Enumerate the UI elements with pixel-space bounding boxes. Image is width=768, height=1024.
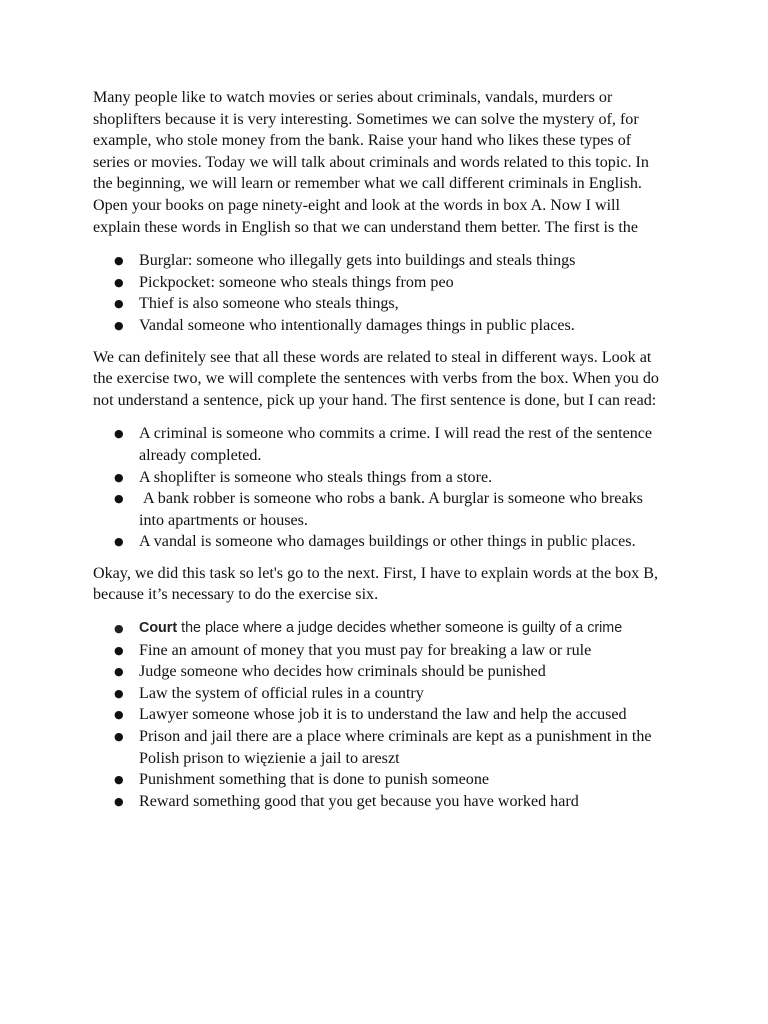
list-item	[93, 726, 668, 769]
criminals-list	[93, 250, 668, 336]
box-b-paragraph: Okay, we did this task so let's go to the next. First, I have to explain words at the box B, because it’s necessary to do the exercise six.	[93, 564, 659, 604]
list-item-text: Vandal someone who intentionally damages things in public places.	[139, 316, 575, 334]
bullet-icon: ●	[114, 470, 124, 484]
list-item	[93, 640, 668, 662]
intro-paragraph: Many people like to watch movies or series about criminals, vandals, murders or shoplifters because it is very interesting. Sometimes we can solve the mystery of, for example, who stole money from the bank. Raise your hand who likes these types of series or movies. Today we will talk about criminals and words related to this topic. In the beginning, we will learn or remember what we call different criminals in English. Open your books on page ninety-eight and look at the words in box A. Now I will explain these words in English so that we can understand them better. The first is the	[93, 89, 649, 236]
list-item-court	[93, 618, 668, 640]
list-item-text: A bank robber is someone who robs a bank. A burglar is someone who breaks into apartments or houses.	[139, 490, 647, 529]
bullet-icon: ●	[114, 622, 124, 636]
list-item	[93, 467, 668, 489]
bullet-icon: ●	[114, 708, 124, 722]
exercise-two-paragraph: We can definitely see that all these words are related to steal in different ways. Look at the exercise two, we will complete the sentences with verbs from the box. When you do not understand a sentence, pick up your hand. The first sentence is done, but I can read:	[93, 348, 659, 409]
list-item-text: Burglar: someone who illegally gets into buildings and steals things	[139, 252, 576, 270]
list-item-text: Law the system of official rules in a country	[139, 684, 424, 702]
list-item-text: A shoplifter is someone who steals things from a store.	[139, 468, 493, 486]
bullet-icon: ●	[114, 794, 124, 808]
bullet-icon: ●	[114, 427, 124, 441]
list-item	[93, 250, 668, 272]
document-page	[93, 87, 668, 812]
list-item-text: A vandal is someone who damages buildings or other things in public places.	[139, 533, 636, 551]
vocabulary-term: Court	[139, 620, 178, 637]
bullet-icon: ●	[114, 730, 124, 744]
list-item	[93, 791, 668, 813]
bullet-icon: ●	[114, 254, 124, 268]
list-item	[93, 272, 668, 294]
list-item	[93, 704, 668, 726]
list-item	[93, 531, 668, 553]
list-item	[93, 683, 668, 705]
list-item-text: Fine an amount of money that you must pay for breaking a law or rule	[139, 641, 592, 659]
vocabulary-definition: the place where a judge decides whether someone is guilty of a crime	[177, 620, 623, 637]
list-item-text: Pickpocket: someone who steals things from peo	[139, 273, 454, 291]
list-item	[93, 423, 668, 466]
list-item-text: Punishment something that is done to punish someone	[139, 771, 490, 789]
bullet-icon: ●	[114, 643, 124, 657]
list-item	[93, 769, 668, 791]
list-item-text: Lawyer someone whose job it is to understand the law and help the accused	[139, 706, 627, 724]
bullet-icon: ●	[114, 773, 124, 787]
list-item-text: Reward something good that you get because you have worked hard	[139, 792, 579, 810]
list-item	[93, 293, 668, 315]
box-b-vocabulary-list	[93, 618, 668, 812]
bullet-icon: ●	[114, 535, 124, 549]
list-item	[93, 661, 668, 683]
list-item-text: Prison and jail there are a place where criminals are kept as a punishment in the Polish prison to więzienie a jail to areszt	[139, 728, 652, 767]
bullet-icon: ●	[114, 665, 124, 679]
sentences-list	[93, 423, 668, 553]
bullet-icon: ●	[114, 275, 124, 289]
list-item-text: Judge someone who decides how criminals should be punished	[139, 663, 546, 681]
list-item	[93, 488, 668, 531]
bullet-icon: ●	[114, 318, 124, 332]
bullet-icon: ●	[114, 492, 124, 506]
list-item	[93, 315, 668, 337]
list-item-text: Thief is also someone who steals things,	[139, 295, 399, 313]
bullet-icon: ●	[114, 297, 124, 311]
list-item-text: A criminal is someone who commits a crime. I will read the rest of the sentence already completed.	[139, 425, 653, 464]
bullet-icon: ●	[114, 686, 124, 700]
